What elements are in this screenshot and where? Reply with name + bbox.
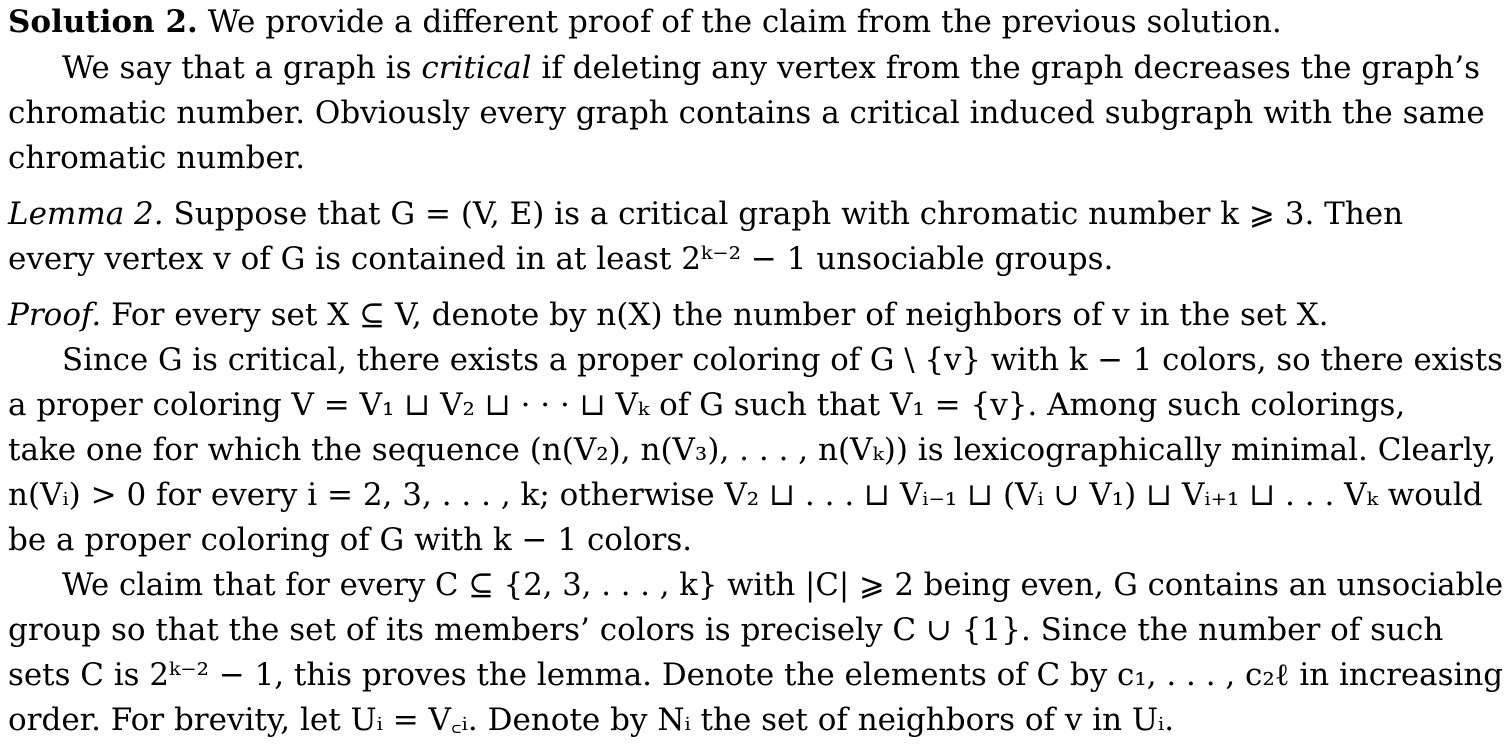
proof-line-2: Since G is critical, there exists a proper coloring of G \ {v} with k − 1 colors, so there exists [62, 342, 1503, 378]
definition-text-start: We say that a graph is [62, 50, 422, 86]
solution-heading-line [8, 0, 1503, 45]
proof-line-1 [8, 293, 1503, 338]
definition-line-2: chromatic number. Obviously every graph contains a critical induced subgraph with the same [8, 95, 1485, 131]
proof-line-4: take one for which the sequence (n(V₂), n(V₃), . . . , n(Vₖ)) is lexicographically minimal. Clearly, [8, 432, 1497, 468]
proof-line-6: be a proper coloring of G with k − 1 colors. [8, 522, 693, 558]
definition-text-end: if deleting any vertex from the graph decreases the graph’s [531, 50, 1480, 86]
solution-intro: We provide a different proof of the claim from the previous solution. [207, 4, 1282, 40]
definition-line-1 [62, 46, 1503, 91]
proof-line-3: a proper coloring V = V₁ ⊔ V₂ ⊔ · · · ⊔ Vₖ of G such that V₁ = {v}. Among such colorings, [8, 387, 1406, 423]
solution-heading: Solution 2. [8, 4, 198, 40]
lemma-line-1 [8, 192, 1503, 237]
lemma-label: Lemma 2. [8, 196, 164, 232]
proof-line-10: order. For brevity, let Uᵢ = V꜀ᵢ. Denote by Nᵢ the set of neighbors of v in Uᵢ. [8, 702, 1175, 738]
proof-label: Proof. [8, 297, 102, 333]
definition-line-3: chromatic number. [8, 140, 306, 176]
proof-line-5: n(Vᵢ) > 0 for every i = 2, 3, . . . , k; otherwise V₂ ⊔ . . . ⊔ Vᵢ₋₁ ⊔ (Vᵢ ∪ V₁) ⊔ Vᵢ₊₁ ⊔ . . . Vₖ would [8, 477, 1483, 513]
proof-line-8: group so that the set of its members’ colors is precisely C ∪ {1}. Since the number of such [8, 612, 1444, 648]
lemma-line-2: every vertex v of G is contained in at least 2ᵏ⁻² − 1 unsociable groups. [8, 241, 1114, 277]
definition-term: critical [421, 50, 532, 86]
proof-line-7: We claim that for every C ⊆ {2, 3, . . . , k} with |C| ⩾ 2 being even, G contains an unsociable [62, 567, 1504, 603]
proof-intro: For every set X ⊆ V, denote by n(X) the number of neighbors of v in the set X. [101, 297, 1329, 333]
proof-line-9: sets C is 2ᵏ⁻² − 1, this proves the lemma. Denote the elements of C by c₁, . . . , c₂ℓ in increasing [8, 657, 1504, 693]
lemma-statement: Suppose that G = (V, E) is a critical graph with chromatic number k ⩾ 3. Then [163, 196, 1404, 232]
